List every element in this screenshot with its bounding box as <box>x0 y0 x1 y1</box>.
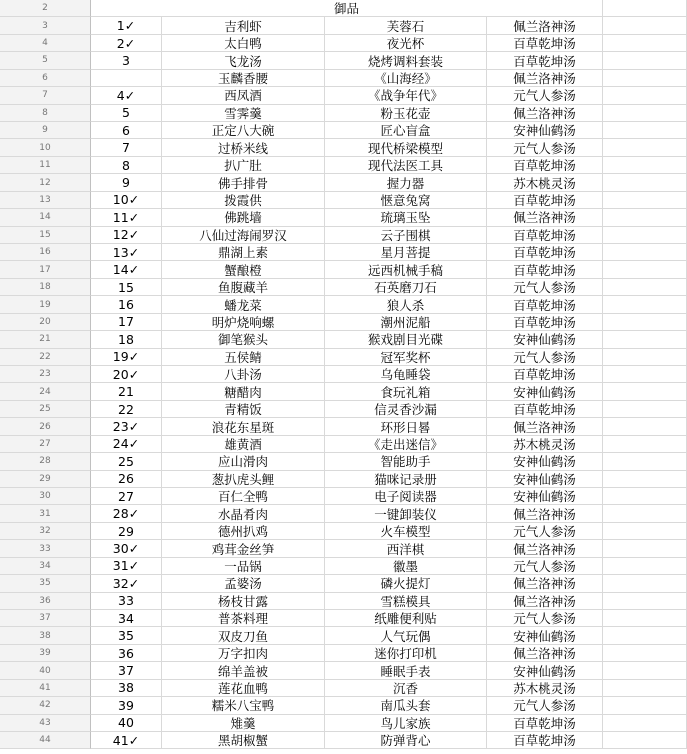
table-row <box>0 35 687 52</box>
empty-cell[interactable] <box>603 279 687 296</box>
cell-soup[interactable]: 元气人参汤 <box>487 139 603 156</box>
table-row <box>0 418 687 435</box>
row-number[interactable]: 13 <box>0 192 91 209</box>
cell-soup[interactable]: 百草乾坤汤 <box>487 732 603 749</box>
row-number[interactable]: 5 <box>0 52 91 69</box>
cell-number[interactable]: 41✓ <box>91 732 162 749</box>
empty-cell[interactable] <box>603 471 687 488</box>
empty-cell[interactable] <box>603 540 687 557</box>
table-row <box>0 105 687 122</box>
cell-number[interactable]: 8 <box>91 157 162 174</box>
cell-item[interactable]: 人气玩偶 <box>325 627 487 644</box>
empty-cell[interactable] <box>603 680 687 697</box>
cell-dish[interactable]: 雉羹 <box>162 715 325 732</box>
table-row <box>0 680 687 697</box>
row-number[interactable]: 34 <box>0 558 91 575</box>
empty-cell[interactable] <box>603 505 687 522</box>
empty-cell[interactable] <box>603 296 687 313</box>
cell-dish[interactable]: 八仙过海闹罗汉 <box>162 227 325 244</box>
table-row <box>0 732 687 749</box>
cell-soup[interactable]: 元气人参汤 <box>487 349 603 366</box>
row-number[interactable]: 12 <box>0 174 91 191</box>
empty-cell[interactable] <box>603 209 687 226</box>
row-number[interactable]: 3 <box>0 17 91 34</box>
row-number[interactable]: 28 <box>0 453 91 470</box>
table-row <box>0 627 687 644</box>
table-row <box>0 383 687 400</box>
empty-cell[interactable] <box>603 349 687 366</box>
cell-item[interactable]: 磷火提灯 <box>325 575 487 592</box>
table-row <box>0 715 687 732</box>
table-row <box>0 17 687 34</box>
cell-item[interactable]: 握力器 <box>325 174 487 191</box>
table-row <box>0 279 687 296</box>
cell-number[interactable]: 29 <box>91 523 162 540</box>
row-number[interactable]: 16 <box>0 244 91 261</box>
cell-number[interactable]: 22 <box>91 401 162 418</box>
table-row <box>0 645 687 662</box>
cell-soup[interactable]: 百草乾坤汤 <box>487 52 603 69</box>
cell-item[interactable]: 西洋棋 <box>325 540 487 557</box>
cell-dish[interactable]: 青精饭 <box>162 401 325 418</box>
row-number[interactable]: 15 <box>0 227 91 244</box>
table-row <box>0 157 687 174</box>
row-number[interactable]: 41 <box>0 680 91 697</box>
cell-number[interactable]: 30✓ <box>91 540 162 557</box>
row-number[interactable]: 11 <box>0 157 91 174</box>
cell-dish[interactable]: 一品锅 <box>162 558 325 575</box>
cell-item[interactable]: 沉香 <box>325 680 487 697</box>
header-row <box>0 0 687 17</box>
cell-number[interactable]: 23✓ <box>91 418 162 435</box>
row-number[interactable]: 21 <box>0 331 91 348</box>
table-row <box>0 244 687 261</box>
cell-dish[interactable]: 百仁全鸭 <box>162 488 325 505</box>
cell-dish[interactable]: 普茶料理 <box>162 610 325 627</box>
row-number[interactable]: 10 <box>0 139 91 156</box>
table-row <box>0 227 687 244</box>
table-row <box>0 697 687 714</box>
cell-number[interactable]: 31✓ <box>91 558 162 575</box>
cell-soup[interactable]: 元气人参汤 <box>487 558 603 575</box>
cell-item[interactable]: 粉玉花壶 <box>325 105 487 122</box>
cell-dish[interactable]: 鼎湖上素 <box>162 244 325 261</box>
empty-cell[interactable] <box>603 52 687 69</box>
cell-soup[interactable]: 苏木桃灵汤 <box>487 436 603 453</box>
cell-number[interactable]: 33 <box>91 593 162 610</box>
cell-item[interactable]: 鸟儿家族 <box>325 715 487 732</box>
row-number[interactable]: 40 <box>0 662 91 679</box>
cell-dish[interactable]: 飞龙汤 <box>162 52 325 69</box>
cell-item[interactable]: 火车模型 <box>325 523 487 540</box>
cell-soup[interactable]: 佩兰洛神汤 <box>487 105 603 122</box>
table-row <box>0 261 687 278</box>
cell-soup[interactable]: 百草乾坤汤 <box>487 715 603 732</box>
row-number[interactable]: 30 <box>0 488 91 505</box>
row-number[interactable]: 17 <box>0 261 91 278</box>
cell-item[interactable]: 纸雕便利贴 <box>325 610 487 627</box>
row-number[interactable]: 31 <box>0 505 91 522</box>
cell-soup[interactable]: 佩兰洛神汤 <box>487 70 603 87</box>
cell-number[interactable]: 10✓ <box>91 192 162 209</box>
cell-item[interactable]: 雪糕模具 <box>325 593 487 610</box>
cell-item[interactable]: 睡眠手表 <box>325 662 487 679</box>
cell-dish[interactable]: 鸡茸金丝笋 <box>162 540 325 557</box>
row-number[interactable]: 35 <box>0 575 91 592</box>
cell-dish[interactable]: 水晶肴肉 <box>162 505 325 522</box>
cell-number[interactable]: 12✓ <box>91 227 162 244</box>
row-number[interactable]: 2 <box>0 0 91 17</box>
cell-soup[interactable]: 安神仙鹤汤 <box>487 331 603 348</box>
empty-cell[interactable] <box>603 157 687 174</box>
cell-number[interactable]: 38 <box>91 680 162 697</box>
row-number[interactable]: 26 <box>0 418 91 435</box>
cell-item[interactable]: 智能助手 <box>325 453 487 470</box>
empty-cell[interactable] <box>603 436 687 453</box>
empty-cell[interactable] <box>603 662 687 679</box>
cell-soup[interactable]: 安神仙鹤汤 <box>487 471 603 488</box>
cell-number[interactable]: 7 <box>91 139 162 156</box>
table-row <box>0 70 687 87</box>
cell-dish[interactable]: 鱼腹藏羊 <box>162 279 325 296</box>
cell-item[interactable]: 匠心盲盒 <box>325 122 487 139</box>
cell-item[interactable]: 信灵香沙漏 <box>325 401 487 418</box>
cell-soup[interactable]: 元气人参汤 <box>487 610 603 627</box>
row-number[interactable]: 43 <box>0 715 91 732</box>
cell-number[interactable]: 19✓ <box>91 349 162 366</box>
cell-number[interactable]: 11✓ <box>91 209 162 226</box>
cell-number[interactable]: 39 <box>91 697 162 714</box>
cell-number[interactable]: 25 <box>91 453 162 470</box>
cell-dish[interactable]: 五侯鲭 <box>162 349 325 366</box>
cell-number[interactable]: 14✓ <box>91 261 162 278</box>
cell-soup[interactable]: 安神仙鹤汤 <box>487 453 603 470</box>
cell-item[interactable]: 乌龟睡袋 <box>325 366 487 383</box>
cell-dish[interactable]: 糯米八宝鸭 <box>162 697 325 714</box>
row-number[interactable]: 36 <box>0 593 91 610</box>
empty-cell[interactable] <box>603 122 687 139</box>
cell-soup[interactable]: 安神仙鹤汤 <box>487 383 603 400</box>
row-number[interactable]: 23 <box>0 366 91 383</box>
empty-cell[interactable] <box>603 174 687 191</box>
table-row <box>0 209 687 226</box>
cell-number[interactable]: 9 <box>91 174 162 191</box>
table-row <box>0 122 687 139</box>
cell-item[interactable]: 防弹背心 <box>325 732 487 749</box>
cell-soup[interactable]: 百草乾坤汤 <box>487 157 603 174</box>
empty-cell[interactable] <box>603 732 687 749</box>
table-row <box>0 505 687 522</box>
cell-number[interactable]: 15 <box>91 279 162 296</box>
table-row <box>0 523 687 540</box>
empty-cell[interactable] <box>603 261 687 278</box>
row-number[interactable]: 33 <box>0 540 91 557</box>
cell-item[interactable]: 琉璃玉坠 <box>325 209 487 226</box>
cell-dish[interactable]: 孟婆汤 <box>162 575 325 592</box>
table-row <box>0 366 687 383</box>
cell-soup[interactable]: 百草乾坤汤 <box>487 366 603 383</box>
cell-soup[interactable]: 安神仙鹤汤 <box>487 122 603 139</box>
section-title-cell[interactable]: 御品 <box>91 0 603 17</box>
table-row <box>0 436 687 453</box>
cell-item[interactable]: 远西机械手稿 <box>325 261 487 278</box>
cell-number[interactable]: 34 <box>91 610 162 627</box>
row-number[interactable]: 14 <box>0 209 91 226</box>
cell-item[interactable]: 夜光杯 <box>325 35 487 52</box>
table-row <box>0 558 687 575</box>
row-number[interactable]: 39 <box>0 645 91 662</box>
cell-soup[interactable]: 佩兰洛神汤 <box>487 17 603 34</box>
cell-soup[interactable]: 佩兰洛神汤 <box>487 575 603 592</box>
cell-dish[interactable]: 太白鸭 <box>162 35 325 52</box>
cell-number[interactable]: 1✓ <box>91 17 162 34</box>
empty-cell[interactable] <box>603 192 687 209</box>
cell-dish[interactable]: 八卦汤 <box>162 366 325 383</box>
cell-item[interactable]: 《走出迷信》 <box>325 436 487 453</box>
cell-soup[interactable]: 佩兰洛神汤 <box>487 645 603 662</box>
cell-number[interactable]: 5 <box>91 105 162 122</box>
row-number[interactable]: 20 <box>0 314 91 331</box>
row-number[interactable]: 38 <box>0 627 91 644</box>
empty-cell[interactable] <box>603 331 687 348</box>
row-number[interactable]: 19 <box>0 296 91 313</box>
row-number[interactable]: 24 <box>0 383 91 400</box>
row-number[interactable]: 8 <box>0 105 91 122</box>
table-row <box>0 453 687 470</box>
empty-cell[interactable] <box>603 523 687 540</box>
empty-cell[interactable] <box>603 244 687 261</box>
row-number[interactable]: 7 <box>0 87 91 104</box>
cell-number[interactable]: 4✓ <box>91 87 162 104</box>
cell-soup[interactable]: 百草乾坤汤 <box>487 227 603 244</box>
empty-cell[interactable] <box>603 610 687 627</box>
table-row <box>0 87 687 104</box>
cell-item[interactable]: 徽墨 <box>325 558 487 575</box>
cell-dish[interactable]: 应山滑肉 <box>162 453 325 470</box>
cell-number[interactable]: 24✓ <box>91 436 162 453</box>
cell-dish[interactable]: 佛跳墙 <box>162 209 325 226</box>
cell-soup[interactable]: 佩兰洛神汤 <box>487 505 603 522</box>
cell-item[interactable]: 芙蓉石 <box>325 17 487 34</box>
empty-cell[interactable] <box>603 87 687 104</box>
row-number[interactable]: 25 <box>0 401 91 418</box>
table-row <box>0 610 687 627</box>
table-row <box>0 331 687 348</box>
cell-item[interactable]: 南瓜头套 <box>325 697 487 714</box>
cell-item[interactable]: 星月菩提 <box>325 244 487 261</box>
table-row <box>0 471 687 488</box>
cell-dish[interactable]: 绵羊盖被 <box>162 662 325 679</box>
cell-number[interactable]: 32✓ <box>91 575 162 592</box>
cell-dish[interactable]: 正定八大碗 <box>162 122 325 139</box>
cell-item[interactable]: 烧烤调料套装 <box>325 52 487 69</box>
empty-cell[interactable] <box>603 418 687 435</box>
empty-cell[interactable] <box>603 488 687 505</box>
cell-number[interactable]: 16 <box>91 296 162 313</box>
cell-number[interactable]: 35 <box>91 627 162 644</box>
cell-soup[interactable]: 佩兰洛神汤 <box>487 540 603 557</box>
empty-cell[interactable] <box>603 401 687 418</box>
cell-soup[interactable]: 百草乾坤汤 <box>487 35 603 52</box>
cell-dish[interactable]: 吉利虾 <box>162 17 325 34</box>
cell-item[interactable]: 一键卸装仪 <box>325 505 487 522</box>
cell-item[interactable]: 《山海经》 <box>325 70 487 87</box>
row-number[interactable]: 9 <box>0 122 91 139</box>
cell-dish[interactable]: 万字扣肉 <box>162 645 325 662</box>
empty-cell[interactable] <box>603 105 687 122</box>
cell-dish[interactable]: 过桥米线 <box>162 139 325 156</box>
table-row <box>0 174 687 191</box>
cell-dish[interactable]: 蟹酿橙 <box>162 261 325 278</box>
cell-item[interactable]: 环形日晷 <box>325 418 487 435</box>
empty-cell[interactable] <box>603 314 687 331</box>
cell-dish[interactable]: 杨枝甘露 <box>162 593 325 610</box>
empty-cell[interactable] <box>603 645 687 662</box>
cell-dish[interactable]: 葱扒虎头鲤 <box>162 471 325 488</box>
cell-dish[interactable]: 莲花血鸭 <box>162 680 325 697</box>
row-number[interactable]: 22 <box>0 349 91 366</box>
empty-cell[interactable] <box>603 453 687 470</box>
cell-dish[interactable]: 浪花东星斑 <box>162 418 325 435</box>
table-row <box>0 349 687 366</box>
row-number[interactable]: 32 <box>0 523 91 540</box>
cell-dish[interactable]: 黑胡椒蟹 <box>162 732 325 749</box>
cell-item[interactable]: 电子阅读器 <box>325 488 487 505</box>
cell-soup[interactable]: 元气人参汤 <box>487 279 603 296</box>
cell-soup[interactable]: 元气人参汤 <box>487 87 603 104</box>
cell-soup[interactable]: 百草乾坤汤 <box>487 244 603 261</box>
cell-item[interactable]: 惬意兔窝 <box>325 192 487 209</box>
empty-cell[interactable] <box>603 697 687 714</box>
cell-dish[interactable]: 双皮刀鱼 <box>162 627 325 644</box>
row-number[interactable]: 44 <box>0 732 91 749</box>
cell-item[interactable]: 猴戏剧目光碟 <box>325 331 487 348</box>
empty-cell[interactable] <box>603 383 687 400</box>
empty-cell[interactable] <box>603 17 687 34</box>
cell-dish[interactable]: 御笔猴头 <box>162 331 325 348</box>
row-number[interactable]: 27 <box>0 436 91 453</box>
cell-soup[interactable]: 百草乾坤汤 <box>487 401 603 418</box>
cell-number[interactable] <box>91 70 162 87</box>
row-number[interactable]: 42 <box>0 697 91 714</box>
cell-soup[interactable]: 元气人参汤 <box>487 697 603 714</box>
cell-soup[interactable]: 安神仙鹤汤 <box>487 662 603 679</box>
cell-soup[interactable]: 百草乾坤汤 <box>487 314 603 331</box>
table-row <box>0 314 687 331</box>
table-row <box>0 662 687 679</box>
cell-number[interactable]: 20✓ <box>91 366 162 383</box>
empty-cell[interactable] <box>603 139 687 156</box>
cell-number[interactable]: 28✓ <box>91 505 162 522</box>
row-number[interactable]: 4 <box>0 35 91 52</box>
cell-item[interactable]: 现代桥梁模型 <box>325 139 487 156</box>
row-number[interactable]: 29 <box>0 471 91 488</box>
cell-number[interactable]: 13✓ <box>91 244 162 261</box>
cell-item[interactable]: 食玩礼箱 <box>325 383 487 400</box>
table-row <box>0 296 687 313</box>
table-row <box>0 575 687 592</box>
empty-cell[interactable] <box>603 627 687 644</box>
cell-dish[interactable]: 糖醋肉 <box>162 383 325 400</box>
cell-item[interactable]: 石英磨刀石 <box>325 279 487 296</box>
cell-item[interactable]: 狼人杀 <box>325 296 487 313</box>
cell-number[interactable]: 21 <box>91 383 162 400</box>
cell-item[interactable]: 云子围棋 <box>325 227 487 244</box>
table-row <box>0 192 687 209</box>
empty-cell[interactable] <box>603 0 687 17</box>
empty-cell[interactable] <box>603 35 687 52</box>
cell-dish[interactable]: 扒广肚 <box>162 157 325 174</box>
cell-dish[interactable]: 德州扒鸡 <box>162 523 325 540</box>
cell-number[interactable]: 17 <box>91 314 162 331</box>
row-number[interactable]: 6 <box>0 70 91 87</box>
cell-soup[interactable]: 佩兰洛神汤 <box>487 209 603 226</box>
row-number[interactable]: 37 <box>0 610 91 627</box>
cell-dish[interactable]: 西凤酒 <box>162 87 325 104</box>
empty-cell[interactable] <box>603 715 687 732</box>
empty-cell[interactable] <box>603 70 687 87</box>
cell-dish[interactable]: 拨霞供 <box>162 192 325 209</box>
cell-soup[interactable]: 苏木桃灵汤 <box>487 680 603 697</box>
cell-number[interactable]: 18 <box>91 331 162 348</box>
cell-item[interactable]: 《战争年代》 <box>325 87 487 104</box>
cell-soup[interactable]: 元气人参汤 <box>487 523 603 540</box>
cell-number[interactable]: 26 <box>91 471 162 488</box>
empty-cell[interactable] <box>603 593 687 610</box>
cell-number[interactable]: 6 <box>91 122 162 139</box>
cell-number[interactable]: 37 <box>91 662 162 679</box>
cell-number[interactable]: 27 <box>91 488 162 505</box>
cell-dish[interactable]: 玉麟香腰 <box>162 70 325 87</box>
cell-item[interactable]: 潮州泥船 <box>325 314 487 331</box>
table-row <box>0 139 687 156</box>
empty-cell[interactable] <box>603 558 687 575</box>
empty-cell[interactable] <box>603 366 687 383</box>
empty-cell[interactable] <box>603 227 687 244</box>
cell-soup[interactable]: 佩兰洛神汤 <box>487 418 603 435</box>
cell-soup[interactable]: 佩兰洛神汤 <box>487 593 603 610</box>
cell-dish[interactable]: 蟠龙菜 <box>162 296 325 313</box>
cell-dish[interactable]: 雪霁羹 <box>162 105 325 122</box>
empty-cell[interactable] <box>603 575 687 592</box>
cell-soup[interactable]: 安神仙鹤汤 <box>487 627 603 644</box>
cell-number[interactable]: 36 <box>91 645 162 662</box>
cell-number[interactable]: 2✓ <box>91 35 162 52</box>
row-number[interactable]: 18 <box>0 279 91 296</box>
cell-item[interactable]: 现代法医工具 <box>325 157 487 174</box>
cell-soup[interactable]: 百草乾坤汤 <box>487 192 603 209</box>
table-row <box>0 488 687 505</box>
cell-dish[interactable]: 雄黄酒 <box>162 436 325 453</box>
cell-item[interactable]: 猫咪记录册 <box>325 471 487 488</box>
cell-number[interactable]: 40 <box>91 715 162 732</box>
table-row <box>0 540 687 557</box>
cell-item[interactable]: 冠军奖杯 <box>325 349 487 366</box>
table-row <box>0 52 687 69</box>
cell-number[interactable]: 3 <box>91 52 162 69</box>
cell-soup[interactable]: 百草乾坤汤 <box>487 261 603 278</box>
cell-dish[interactable]: 佛手排骨 <box>162 174 325 191</box>
cell-item[interactable]: 迷你打印机 <box>325 645 487 662</box>
cell-soup[interactable]: 苏木桃灵汤 <box>487 174 603 191</box>
cell-soup[interactable]: 百草乾坤汤 <box>487 296 603 313</box>
table-row <box>0 593 687 610</box>
table-row <box>0 401 687 418</box>
cell-dish[interactable]: 明炉烧响螺 <box>162 314 325 331</box>
cell-soup[interactable]: 安神仙鹤汤 <box>487 488 603 505</box>
